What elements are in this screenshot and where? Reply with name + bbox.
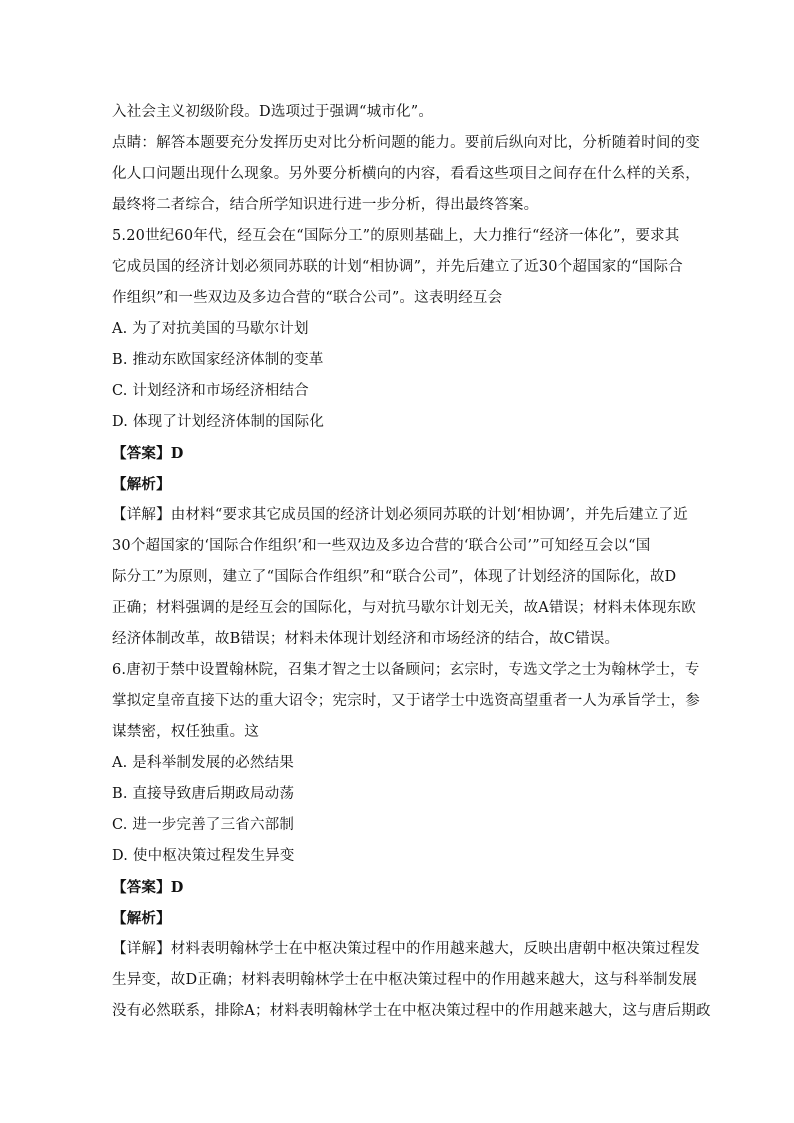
question-5-explanation-line-4: 正确；材料强调的是经互会的国际化，与对抗马歇尔计划无关，故A错误；材料未体现东欧: [112, 600, 696, 616]
text-line-1: 入社会主义初级阶段。D选项过于强调“城市化”。: [112, 104, 434, 120]
question-5-option-b: B. 推动东欧国家经济体制的变革: [112, 352, 324, 368]
question-5-option-d: D. 体现了计划经济体制的国际化: [112, 414, 325, 430]
question-5-explanation-line-5: 经济体制改革，故B错误；材料未体现计划经济和市场经济的结合，故C错误。: [112, 631, 620, 647]
question-6-answer: 【答案】D: [112, 879, 184, 896]
question-6-option-c: C. 进一步完善了三省六部制: [112, 817, 295, 833]
question-6-option-a: A. 是科举制发展的必然结果: [112, 755, 294, 771]
commentary-line-2: 化人口问题出现什么现象。另外要分析横向的内容，看看这些项目之间存在什么样的关系，: [112, 166, 700, 182]
question-5-line-3: 作组织”和一些双边及多边合营的“联合公司”。这表明经互会: [112, 290, 503, 306]
question-6-explanation-line-2: 生异变，故D正确；材料表明翰林学士在中枢决策过程中的作用越来越大，这与科举制发展: [112, 972, 698, 988]
question-6-line-2: 掌拟定皇帝直接下达的重大诏令；宪宗时，又于诸学士中选资高望重者一人为承旨学士，参: [112, 693, 700, 709]
question-5-explanation-line-2: 30个超国家的‘国际合作组织’和一些双边及多边合营的‘联合公司’”可知经互会以“国: [112, 538, 651, 554]
question-6-explanation-line-3: 没有必然联系，排除A；材料表明翰林学士在中枢决策过程中的作用越来越大，这与唐后期政: [112, 1003, 711, 1019]
question-6-option-d: D. 使中枢决策过程发生异变: [112, 848, 295, 864]
question-6-line-1: 6.唐初于禁中设置翰林院，召集才智之士以备顾问；玄宗时，专选文学之士为翰林学士，专: [112, 662, 700, 678]
question-6-option-b: B. 直接导致唐后期政局动荡: [112, 786, 295, 802]
question-5-analysis-heading: 【解析】: [112, 476, 171, 493]
question-6-line-3: 谋禁密，权任独重。这: [112, 724, 259, 740]
question-5-explanation-line-3: 际分工”为原则，建立了“国际合作组织”和“联合公司”，体现了计划经济的国际化，故D: [112, 569, 677, 585]
question-5-option-c: C. 计划经济和市场经济相结合: [112, 383, 309, 399]
question-5-line-2: 它成员国的经济计划必须同苏联的计划“相协调”，并先后建立了近30个超国家的“国际合: [112, 259, 683, 275]
question-6-explanation-line-1: 【详解】材料表明翰林学士在中枢决策过程中的作用越来越大，反映出唐朝中枢决策过程发: [112, 941, 700, 957]
commentary-line-3: 最终将二者综合，结合所学知识进行进一步分析，得出最终答案。: [112, 197, 539, 213]
question-5-line-1: 5.20世纪60年代，经互会在“国际分工”的原则基础上，大力推行“经济一体化”，要求其: [112, 228, 680, 244]
question-5-explanation-line-1: 【详解】由材料“要求其它成员国的经济计划必须同苏联的计划‘相协调’，并先后建立了近: [112, 507, 688, 523]
question-5-answer: 【答案】D: [112, 445, 184, 462]
question-6-analysis-heading: 【解析】: [112, 910, 171, 927]
document-page: [112, 97, 711, 1027]
question-5-option-a: A. 为了对抗美国的马歇尔计划: [112, 321, 309, 337]
commentary-line-1: 点睛：解答本题要充分发挥历史对比分析问题的能力。要前后纵向对比，分析随着时间的变: [112, 135, 700, 151]
